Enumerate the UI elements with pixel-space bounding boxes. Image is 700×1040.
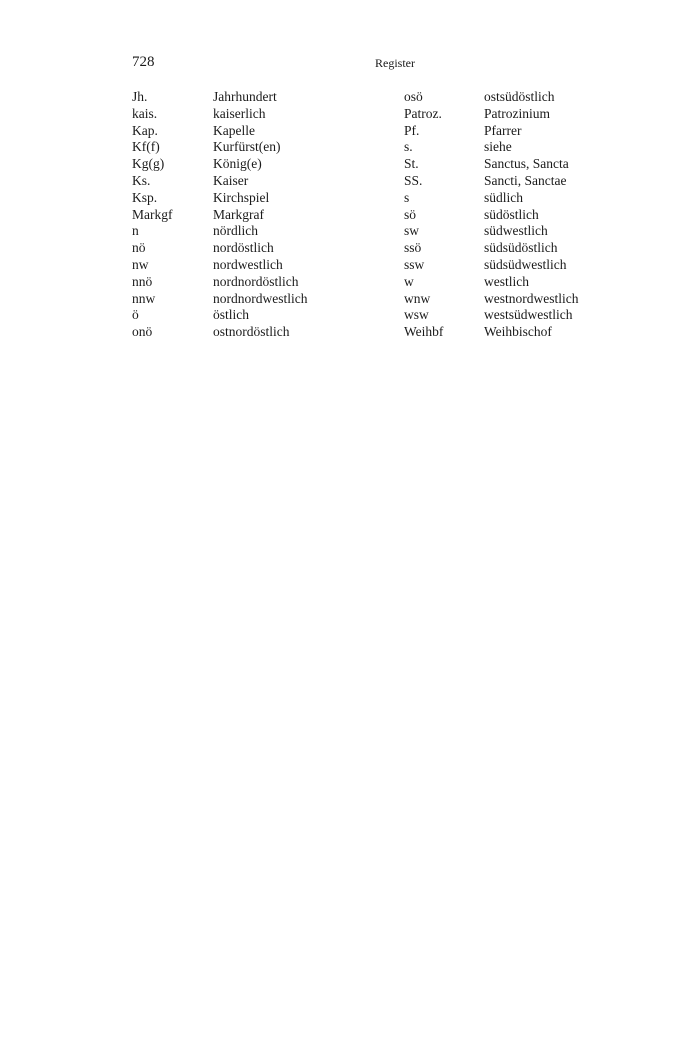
page-number: 728	[132, 54, 155, 70]
right-meaning: siehe	[484, 139, 512, 155]
table-row	[132, 274, 604, 291]
left-abbreviation: Jh.	[132, 89, 148, 104]
left-abbreviation: Markgf	[132, 206, 173, 222]
left-meaning: nordöstlich	[213, 240, 274, 256]
right-meaning: ostsüdöstlich	[484, 89, 555, 104]
left-meaning: nordnordöstlich	[213, 273, 299, 289]
table-row	[132, 307, 604, 324]
left-meaning: nordwestlich	[213, 256, 283, 272]
left-abbreviation: kais.	[132, 105, 158, 121]
abbreviation-table-body	[132, 89, 604, 341]
left-abbreviation: Kf(f)	[132, 139, 160, 155]
running-title: Register	[375, 56, 415, 70]
right-abbreviation: ssö	[404, 240, 422, 256]
right-meaning: westnordwestlich	[484, 290, 579, 306]
left-meaning: Kaiser	[213, 172, 249, 188]
left-meaning: ostnordöstlich	[213, 324, 290, 340]
left-abbreviation: Kg(g)	[132, 156, 165, 172]
right-abbreviation: wsw	[404, 307, 429, 323]
left-abbreviation: Kap.	[132, 122, 158, 138]
abbreviation-table	[132, 89, 604, 341]
right-abbreviation: SS.	[404, 172, 423, 188]
right-meaning: Patrozinium	[484, 105, 550, 121]
left-abbreviation: nö	[132, 240, 146, 256]
left-meaning: Kapelle	[213, 122, 255, 138]
left-meaning: nördlich	[213, 223, 258, 239]
right-meaning: südlich	[484, 189, 523, 205]
table-row	[132, 207, 604, 224]
right-meaning: westlich	[484, 273, 529, 289]
left-meaning: Markgraf	[213, 206, 264, 222]
left-meaning: Jahrhundert	[213, 89, 277, 104]
table-row	[132, 89, 604, 106]
left-meaning: kaiserlich	[213, 105, 266, 121]
right-abbreviation: s	[404, 189, 410, 205]
left-abbreviation: Ksp.	[132, 189, 158, 205]
table-row	[132, 291, 604, 308]
left-meaning: König(e)	[213, 156, 262, 172]
table-row	[132, 139, 604, 156]
table-row	[132, 324, 604, 341]
right-abbreviation: wnw	[404, 290, 431, 306]
right-abbreviation: s.	[404, 139, 413, 155]
right-meaning: Sancti, Sanctae	[484, 172, 567, 188]
right-meaning: Weihbischof	[484, 324, 552, 340]
table-row	[132, 223, 604, 240]
table-row	[132, 257, 604, 274]
right-meaning: südsüdöstlich	[484, 240, 558, 256]
right-meaning: südwestlich	[484, 223, 548, 239]
table-row	[132, 123, 604, 140]
table-row	[132, 240, 604, 257]
right-abbreviation: St.	[404, 156, 419, 172]
right-meaning: Pfarrer	[484, 122, 522, 138]
left-meaning: Kirchspiel	[213, 189, 270, 205]
table-row	[132, 190, 604, 207]
right-abbreviation: osö	[404, 89, 423, 104]
right-abbreviation: Pf.	[404, 122, 420, 138]
right-abbreviation: Weihbf	[404, 324, 444, 340]
left-abbreviation: Ks.	[132, 172, 151, 188]
left-abbreviation: nnö	[132, 273, 153, 289]
left-abbreviation: nnw	[132, 290, 156, 306]
left-meaning: Kurfürst(en)	[213, 139, 281, 155]
table-row	[132, 106, 604, 123]
right-meaning: Sanctus, Sancta	[484, 156, 569, 172]
right-meaning: westsüdwestlich	[484, 307, 573, 323]
right-abbreviation: sö	[404, 206, 417, 222]
right-abbreviation: ssw	[404, 256, 425, 272]
left-meaning: nordnordwestlich	[213, 290, 308, 306]
left-abbreviation: nw	[132, 256, 149, 272]
right-meaning: südsüdwestlich	[484, 256, 567, 272]
left-abbreviation: n	[132, 223, 139, 239]
table-row	[132, 156, 604, 173]
right-abbreviation: sw	[404, 223, 420, 239]
table-row	[132, 173, 604, 190]
left-meaning: östlich	[213, 307, 249, 323]
left-abbreviation: onö	[132, 324, 153, 340]
right-meaning: südöstlich	[484, 206, 539, 222]
left-abbreviation: ö	[132, 307, 139, 323]
right-abbreviation: w	[404, 273, 414, 289]
right-abbreviation: Patroz.	[404, 105, 442, 121]
